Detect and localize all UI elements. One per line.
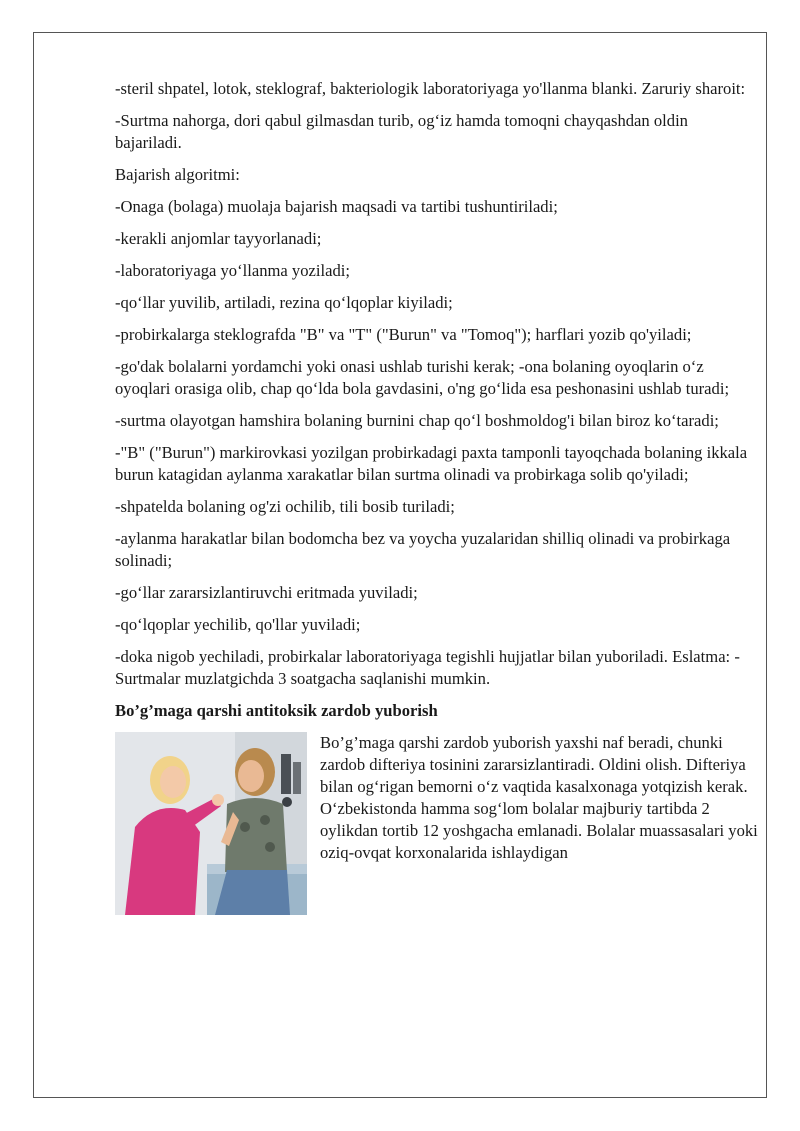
paragraph-10: -surtma olayotgan hamshira bolaning burnini chap qo‘l boshmoldog'i bilan biroz ko‘taradi; — [115, 411, 719, 430]
paragraph-9: -go'dak bolalarni yordamchi yoki onasi ushlab turishi kerak; -ona bolaning oyoqlarin o‘z oyoqlari orasiga olib, chap qo‘lda bola gavdasini, o'ng go‘lida esa peshonasini ushlab turadi; — [115, 357, 730, 398]
paragraph-2: -Surtma nahorga, dori qabul gilmasdan turib, og‘iz hamda tomoqni chayqashdan oldin bajariladi. — [115, 111, 688, 152]
paragraph-16: -doka nigob yechiladi, probirkalar laboratoriyaga tegishli hujjatlar bilan yuboriladi. Eslatma: -Surtmalar muzlatgichda 3 soatgacha saqlanishi mumkin. — [115, 647, 740, 688]
paragraph-4: -Onaga (bolaga) muolaja bajarish maqsadi va tartibi tushuntiriladi; — [115, 197, 558, 216]
nurse-vaccinating-girl-photo — [115, 732, 307, 915]
paragraph-11: -"B" ("Burun") markirovkasi yozilgan probirkadagi paxta tamponli tayoqchada bolaning ikkala burun katagidan aylanma xarakatlar bilan surtma olinadi va probirkaga solib qo'yiladi; — [115, 443, 748, 484]
section-body — [115, 732, 758, 932]
paragraph-13: -aylanma harakatlar bilan bodomcha bez va yoycha yuzalaridan shilliq olinadi va probirkaga solinadi; — [115, 529, 731, 570]
paragraph-6: -laboratoriyaga yo‘llanma yoziladi; — [115, 261, 350, 280]
paragraph-8: -probirkalarga steklografda "B" va "T" ("Burun" va "Tomoq"); harflari yozib qo'yiladi; — [115, 325, 692, 344]
paragraph-3: Bajarish algoritmi: — [115, 165, 240, 184]
section-text: Bo’g’maga qarshi zardob yuborish yaxshi naf beradi, chunki zardob difteriya tosinini zararsizlantiradi. Oldini olish. Difteriya bilan og‘rigan bemorni o‘z vaqtida kasalxonaga yotqizish kerak. O‘zbekistonda hamma sog‘lom bolalar majburiy tartibda 2 oylikdan tortib 12 yoshgacha emlanadi. Bolalar muassasalari yoki oziq-ovqat korxonalarida ishlaydigan — [320, 733, 758, 862]
paragraph-5: -kerakli anjomlar tayyorlanadi; — [115, 229, 322, 248]
paragraph-12: -shpatelda bolaning og'zi ochilib, tili bosib turiladi; — [115, 497, 455, 516]
paragraph-15: -qo‘lqoplar yechilib, qo'llar yuviladi; — [115, 615, 361, 634]
paragraph-7: -qo‘llar yuvilib, artiladi, rezina qo‘lqoplar kiyiladi; — [115, 293, 453, 312]
page-content — [115, 78, 758, 932]
section-heading: Bo’g’maga qarshi antitoksik zardob yuborish — [115, 701, 438, 720]
paragraph-14: -go‘llar zararsizlantiruvchi eritmada yuviladi; — [115, 583, 418, 602]
paragraph-1: -steril shpatel, lotok, steklograf, bakteriologik laboratoriyaga yo'llanma blanki. Zaruriy sharoit: — [115, 79, 746, 98]
